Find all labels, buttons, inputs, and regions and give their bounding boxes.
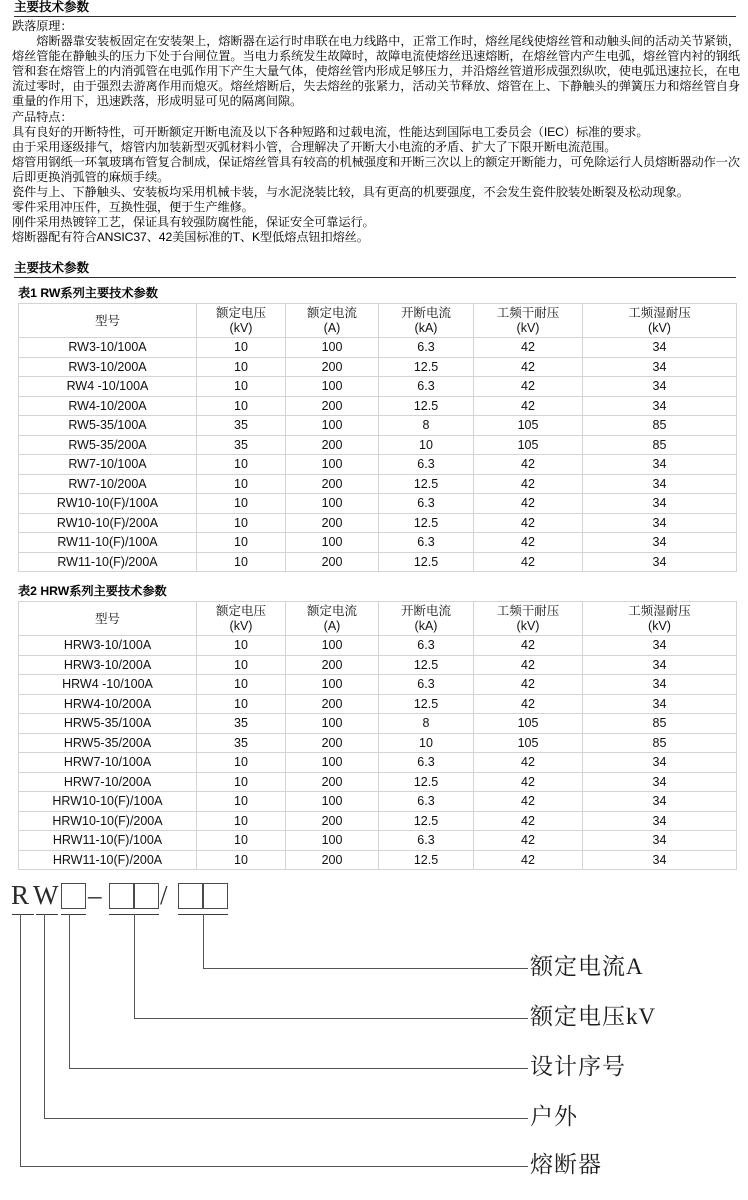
table2-col-header [286, 602, 379, 636]
cell-current: 100 [286, 753, 379, 773]
cell-current: 200 [286, 655, 379, 675]
cell-model: HRW10-10(F)/100A [19, 792, 197, 812]
cell-voltage: 10 [197, 772, 286, 792]
cell-current: 200 [286, 552, 379, 572]
table-row [19, 435, 737, 455]
body-copy [0, 17, 748, 245]
cell-breaking: 12.5 [379, 772, 474, 792]
cell-voltage: 35 [197, 714, 286, 734]
header-line1: 额定电流 [306, 306, 357, 321]
cell-breaking: 12.5 [379, 396, 474, 416]
cell-dry: 42 [474, 533, 583, 553]
cell-wet: 34 [583, 455, 737, 475]
table1-col-header [474, 304, 583, 338]
cell-breaking: 6.3 [379, 494, 474, 514]
cell-wet: 34 [583, 338, 737, 358]
feature-line: 熔断器配有符合ANSIC37、42美国标准的T、K型低熔点钮扣熔丝。 [12, 230, 369, 245]
cell-model: RW11-10(F)/200A [19, 552, 197, 572]
cell-dry: 42 [474, 513, 583, 533]
table-row [19, 753, 737, 773]
designation-box-design-no [61, 883, 86, 909]
leader-vline-outdoor [44, 914, 45, 1118]
cell-dry: 105 [474, 416, 583, 436]
table-row [19, 396, 737, 416]
leader-hline-fuse [20, 1166, 528, 1167]
section-heading-params-text: 主要技术参数 [14, 261, 90, 276]
cell-dry: 42 [474, 850, 583, 870]
table-row [19, 533, 737, 553]
cell-model: HRW4-10/200A [19, 694, 197, 714]
cell-current: 100 [286, 338, 379, 358]
cell-dry: 42 [474, 455, 583, 475]
cell-dry: 105 [474, 733, 583, 753]
cell-wet: 85 [583, 714, 737, 734]
cell-dry: 42 [474, 357, 583, 377]
table1-col-header [286, 304, 379, 338]
cell-current: 100 [286, 416, 379, 436]
cell-breaking: 12.5 [379, 552, 474, 572]
table-row [19, 733, 737, 753]
cell-current: 200 [286, 396, 379, 416]
cell-dry: 42 [474, 552, 583, 572]
cell-voltage: 10 [197, 694, 286, 714]
cell-voltage: 10 [197, 357, 286, 377]
cell-model: RW5-35/200A [19, 435, 197, 455]
table-row [19, 714, 737, 734]
header-line2: (A) [323, 618, 341, 633]
feature-line: 熔管用钢纸一环氧玻璃布管复合制成，保证熔丝管具有较高的机械强度和开断三次以上的额定开断能力，可免除运行人员熔断器动作一次后即更换消弧管的麻烦手续。 [12, 154, 740, 184]
cell-breaking: 12.5 [379, 811, 474, 831]
table-row [19, 655, 737, 675]
cell-current: 200 [286, 733, 379, 753]
table-row [19, 831, 737, 851]
cell-breaking: 6.3 [379, 636, 474, 656]
cell-model: RW7-10/100A [19, 455, 197, 475]
feature-line: 具有良好的开断特性，可开断额定开断电流及以下各种短路和过载电流，性能达到国际电工委员会（IEC）标准的要求。 [12, 124, 649, 139]
designation-box-voltage-1 [109, 883, 134, 909]
cell-model: HRW5-35/100A [19, 714, 197, 734]
header-line1: 额定电压 [215, 306, 266, 321]
cell-voltage: 35 [197, 416, 286, 436]
principle-label: 跌落原理： [12, 19, 73, 33]
cell-dry: 42 [474, 474, 583, 494]
feature-line: 瓷件与上、下静触头、安装板均采用机械卡装，与水泥浇装比较，具有更高的机要强度，不会发生瓷件胶装处断裂及松动现象。 [12, 185, 689, 200]
table1-caption: 表1 RW系列主要技术参数 [18, 286, 158, 301]
table-row [19, 494, 737, 514]
cell-current: 100 [286, 494, 379, 514]
table-row [19, 811, 737, 831]
cell-current: 200 [286, 772, 379, 792]
cell-wet: 34 [583, 831, 737, 851]
cell-wet: 34 [583, 533, 737, 553]
header-line2: (kA) [414, 320, 438, 335]
cell-voltage: 10 [197, 655, 286, 675]
designation-slash: / [160, 880, 168, 911]
table1-rw-series [18, 303, 737, 572]
cell-voltage: 10 [197, 533, 286, 553]
feature-line: 刚件采用热镀锌工艺，保证具有较强防腐性能，保证安全可靠运行。 [12, 215, 375, 230]
feature-line: 零件采用冲压件，互换性强，便于生产维修。 [12, 200, 254, 215]
table-row [19, 357, 737, 377]
cell-voltage: 10 [197, 675, 286, 695]
cell-dry: 105 [474, 714, 583, 734]
cell-model: RW5-35/100A [19, 416, 197, 436]
cell-model: HRW4 -10/100A [19, 675, 197, 695]
underline-r [12, 914, 34, 915]
cell-current: 100 [286, 714, 379, 734]
cell-current: 100 [286, 831, 379, 851]
cell-breaking: 12.5 [379, 655, 474, 675]
cell-wet: 34 [583, 792, 737, 812]
table1-col-header [197, 304, 286, 338]
cell-voltage: 10 [197, 455, 286, 475]
cell-model: HRW7-10/100A [19, 753, 197, 773]
table-row [19, 850, 737, 870]
header-line2: (kV) [648, 618, 671, 633]
cell-voltage: 10 [197, 338, 286, 358]
table2-caption: 表2 HRW系列主要技术参数 [18, 584, 167, 599]
cell-dry: 42 [474, 694, 583, 714]
cell-current: 100 [286, 636, 379, 656]
table-row [19, 455, 737, 475]
cell-wet: 34 [583, 675, 737, 695]
leader-vline-current [203, 914, 204, 968]
cell-wet: 34 [583, 396, 737, 416]
table1-col-header [19, 304, 197, 338]
leader-hline-voltage [134, 1018, 528, 1019]
header-line1: 开断电流 [400, 604, 451, 619]
cell-current: 200 [286, 513, 379, 533]
cell-current: 200 [286, 474, 379, 494]
features-label: 产品特点： [12, 109, 73, 124]
designation-box-current-2 [203, 883, 228, 909]
leader-hline-current [203, 968, 528, 969]
designation-letter-r: R [11, 880, 30, 911]
underline-w [36, 914, 58, 915]
cell-model: HRW5-35/200A [19, 733, 197, 753]
table-row [19, 416, 737, 436]
cell-model: RW4-10/200A [19, 396, 197, 416]
table2-hrw-series [18, 601, 737, 870]
cell-wet: 34 [583, 377, 737, 397]
cell-wet: 34 [583, 811, 737, 831]
header-line1: 工频干耐压 [496, 604, 560, 619]
table1-col-header [583, 304, 737, 338]
cell-voltage: 10 [197, 494, 286, 514]
table2-col-header [379, 602, 474, 636]
table-row [19, 694, 737, 714]
cell-model: RW4 -10/100A [19, 377, 197, 397]
cell-wet: 34 [583, 357, 737, 377]
cell-wet: 34 [583, 494, 737, 514]
cell-model: RW7-10/200A [19, 474, 197, 494]
cell-dry: 42 [474, 494, 583, 514]
cell-dry: 42 [474, 675, 583, 695]
header-line2: (kA) [414, 618, 438, 633]
cell-wet: 34 [583, 655, 737, 675]
cell-voltage: 10 [197, 474, 286, 494]
cell-dry: 42 [474, 811, 583, 831]
table-row [19, 636, 737, 656]
cell-wet: 34 [583, 513, 737, 533]
designation-label-design-no: 设计序号 [530, 1054, 626, 1080]
header-line2: (kV) [229, 320, 253, 335]
cell-voltage: 10 [197, 831, 286, 851]
table-row [19, 552, 737, 572]
header-line1: 型号 [94, 611, 120, 626]
feature-line: 由于采用逐级排气，熔管内加装新型灭弧材料小管，合理解决了开断大小电流的矛盾、扩大了下限开断电流范围。 [12, 139, 617, 154]
table2-header-row [19, 602, 737, 636]
model-designation-diagram [0, 878, 748, 1188]
cell-wet: 34 [583, 772, 737, 792]
cell-breaking: 12.5 [379, 357, 474, 377]
section-heading-top-text: 主要技术参数 [14, 0, 90, 14]
cell-voltage: 10 [197, 753, 286, 773]
section-heading-top [0, 0, 748, 17]
cell-wet: 34 [583, 552, 737, 572]
cell-wet: 85 [583, 416, 737, 436]
cell-dry: 42 [474, 377, 583, 397]
cell-model: HRW7-10/200A [19, 772, 197, 792]
cell-voltage: 10 [197, 850, 286, 870]
table1-header-row [19, 304, 737, 338]
cell-dry: 42 [474, 636, 583, 656]
cell-voltage: 35 [197, 733, 286, 753]
cell-current: 200 [286, 435, 379, 455]
designation-dash: – [88, 880, 102, 911]
cell-current: 200 [286, 811, 379, 831]
cell-breaking: 12.5 [379, 513, 474, 533]
cell-wet: 34 [583, 636, 737, 656]
cell-breaking: 12.5 [379, 850, 474, 870]
cell-breaking: 12.5 [379, 694, 474, 714]
cell-breaking: 6.3 [379, 377, 474, 397]
cell-model: RW3-10/100A [19, 338, 197, 358]
cell-breaking: 6.3 [379, 533, 474, 553]
cell-dry: 42 [474, 753, 583, 773]
cell-model: RW10-10(F)/200A [19, 513, 197, 533]
table-row [19, 377, 737, 397]
designation-label-rated-current: 额定电流A [530, 954, 644, 980]
cell-dry: 105 [474, 435, 583, 455]
header-line1: 工频干耐压 [496, 306, 560, 321]
designation-box-current-1 [178, 883, 203, 909]
cell-breaking: 10 [379, 435, 474, 455]
section-heading-params [0, 261, 748, 278]
table-row [19, 513, 737, 533]
header-line1: 额定电流 [306, 604, 357, 619]
table2-body [19, 636, 737, 870]
cell-dry: 42 [474, 831, 583, 851]
table-row [19, 675, 737, 695]
cell-breaking: 6.3 [379, 338, 474, 358]
cell-current: 100 [286, 455, 379, 475]
cell-breaking: 10 [379, 733, 474, 753]
cell-model: RW3-10/200A [19, 357, 197, 377]
table2-col-header [474, 602, 583, 636]
cell-breaking: 6.3 [379, 675, 474, 695]
header-line1: 工频湿耐压 [628, 604, 691, 619]
cell-voltage: 10 [197, 636, 286, 656]
cell-model: HRW11-10(F)/100A [19, 831, 197, 851]
header-line2: (kV) [648, 320, 671, 335]
cell-wet: 85 [583, 733, 737, 753]
cell-breaking: 12.5 [379, 474, 474, 494]
table1-body [19, 338, 737, 572]
cell-dry: 42 [474, 338, 583, 358]
cell-wet: 34 [583, 474, 737, 494]
cell-current: 100 [286, 675, 379, 695]
header-line2: (kV) [516, 320, 540, 335]
header-line2: (kV) [516, 618, 540, 633]
cell-voltage: 10 [197, 396, 286, 416]
table2-col-header [19, 602, 197, 636]
table-row [19, 772, 737, 792]
cell-breaking: 6.3 [379, 792, 474, 812]
cell-wet: 34 [583, 850, 737, 870]
leader-vline-design-no [69, 914, 70, 1068]
header-line1: 工频湿耐压 [628, 306, 691, 321]
header-line2: (kV) [229, 618, 253, 633]
header-line1: 额定电压 [215, 604, 266, 619]
designation-letter-w: W [33, 880, 59, 911]
cell-current: 200 [286, 694, 379, 714]
designation-box-voltage-2 [134, 883, 159, 909]
cell-breaking: 8 [379, 714, 474, 734]
designation-label-fuse: 熔断器 [530, 1152, 602, 1178]
cell-wet: 34 [583, 753, 737, 773]
cell-breaking: 6.3 [379, 753, 474, 773]
cell-current: 100 [286, 377, 379, 397]
cell-voltage: 10 [197, 811, 286, 831]
cell-wet: 34 [583, 694, 737, 714]
cell-model: HRW3-10/200A [19, 655, 197, 675]
header-line1: 开断电流 [400, 306, 451, 321]
cell-voltage: 10 [197, 552, 286, 572]
leader-hline-outdoor [44, 1118, 528, 1119]
cell-current: 100 [286, 533, 379, 553]
table1-col-header [379, 304, 474, 338]
table2-col-header [583, 602, 737, 636]
cell-wet: 85 [583, 435, 737, 455]
underline-design-no [61, 914, 86, 915]
designation-label-outdoor: 户外 [530, 1104, 578, 1130]
cell-model: RW11-10(F)/100A [19, 533, 197, 553]
cell-breaking: 8 [379, 416, 474, 436]
cell-voltage: 10 [197, 513, 286, 533]
leader-vline-voltage [134, 914, 135, 1018]
cell-breaking: 6.3 [379, 455, 474, 475]
cell-model: RW10-10(F)/100A [19, 494, 197, 514]
cell-dry: 42 [474, 655, 583, 675]
leader-vline-fuse [20, 914, 21, 1166]
cell-breaking: 6.3 [379, 831, 474, 851]
table-row [19, 338, 737, 358]
table-row [19, 792, 737, 812]
cell-model: HRW10-10(F)/200A [19, 811, 197, 831]
header-line2: (A) [323, 320, 341, 335]
principle-paragraph: 熔断器靠安装板固定在安装架上，熔断器在运行时串联在电力线路中，正常工作时，熔丝尾线使熔丝管和动触头间的活动关节紧锁，熔丝管能在静触头的压力下处于台闸位置。当电力系统发生故障时，故障电流使熔丝迅速熔断，在熔丝管内产生电弧，熔丝管内衬的钢纸管和套在熔管上的内消弧管在电弧作用下产生大量气体，使熔丝管内形成足够压力，并沿熔丝管道形成强烈纵吹，使电弧迅速拉长，在电流过零时，由于强烈去游离作用而熄灭。熔丝熔断后，失去熔丝的张紧力，活动关节释放、熔管在上、下静触头的弹簧压力和熔丝管自身重量的作用下，迅速跌落，形成明显可见的隔离间隙。 [12, 34, 740, 109]
cell-voltage: 10 [197, 792, 286, 812]
cell-model: HRW3-10/100A [19, 636, 197, 656]
leader-hline-design-no [69, 1068, 528, 1069]
header-line1: 型号 [94, 313, 120, 328]
cell-current: 100 [286, 792, 379, 812]
table-row [19, 474, 737, 494]
cell-model: HRW11-10(F)/200A [19, 850, 197, 870]
cell-voltage: 35 [197, 435, 286, 455]
cell-dry: 42 [474, 396, 583, 416]
designation-label-rated-voltage: 额定电压kV [530, 1004, 657, 1030]
cell-dry: 42 [474, 772, 583, 792]
table2-col-header [197, 602, 286, 636]
cell-dry: 42 [474, 792, 583, 812]
cell-current: 200 [286, 850, 379, 870]
cell-voltage: 10 [197, 377, 286, 397]
cell-current: 200 [286, 357, 379, 377]
